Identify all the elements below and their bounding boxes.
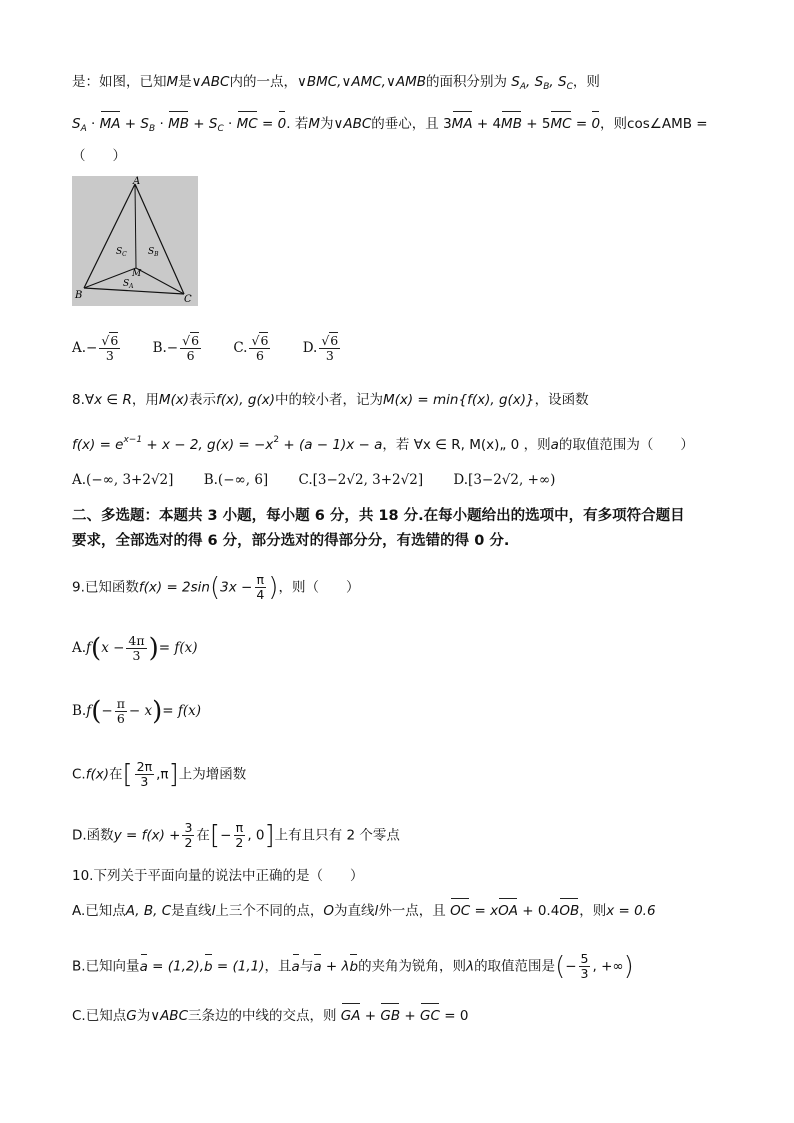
var-M: M [308,116,320,132]
text: 的垂心，且 [371,116,439,132]
triangle-figure [72,176,198,306]
label-C: C [184,294,192,305]
text: 是：如图，已知 [72,74,167,90]
label-SB: $S_B$ [148,247,159,258]
q7-option-b[interactable]: B.− $\frac{√6}{6}$ [152,333,200,363]
text: 的面积分别为 [425,74,507,90]
section2-line2: 要求，全部选对的得 6 分，部分选对的得部分分，有选错的得 0 分. [72,533,510,549]
q10-option-c[interactable]: C.已知点G为∨ABC三条边的中线的交点，则 GA + GB + GC = 0 [72,1008,469,1024]
q7-options [72,334,754,364]
q10-option-a[interactable]: A.已知点A, B, C是直线l上三个不同的点，O为直线l外一点，且 OC = xOA + 0.4OB，则x = 0.6 [72,903,656,919]
area-SA: $S_A$, $S_B$, $S_C$ [511,74,573,92]
label-M: M [132,269,142,279]
label-A: A [133,176,141,187]
cos-expr: cos∠AMB = [627,116,708,132]
label-SA: $S_A$ [123,279,134,290]
label-B: B [75,290,83,301]
triangles: ∨BMC,∨AMC,∨AMB [296,74,426,90]
q9-option-b[interactable]: B.f(− $\frac{\pi}{6}$ − x)= f(x) [72,696,202,727]
section2-line1: 二、多选题：本题共 3 小题，每小题 6 分，共 18 分.在每小题给出的选项中，有多项符合题目 [72,508,685,524]
text: 是 [178,74,192,90]
q8-option-c[interactable]: C.[3−2√2, 3+2√2] [298,472,424,488]
q9-option-c[interactable]: C.f(x)在[ $\frac{2\pi}{3}$ ,π]上为增函数 [72,759,247,790]
q8-option-d[interactable]: D.[3−2√2, +∞) [453,472,556,488]
q7-blank: （ ） [72,148,126,164]
q9-stem: 9.已知函数f(x) = 2sin(3x − $\frac{\pi}{4}$ )，则（ ） [72,572,360,603]
label-SC: $S_C$ [116,247,127,258]
q7-option-a[interactable]: A.− $\frac{√6}{3}$ [72,333,119,363]
q8-options [72,470,754,490]
q10-stem: 10.下列关于平面向量的说法中正确的是（ ） [72,868,364,884]
q7-stem-line2: $S_A$ · MA + $S_B$ · MB + $S_C$ · MC = 0. 若M为∨ABC的垂心，且 3MA + 4MB + 5MC = 0，则cos∠AMB = [72,116,708,134]
q8-option-b[interactable]: B.(−∞, 6] [203,472,269,488]
triangle-ABC: ∨ABC [191,74,230,90]
q9-option-d[interactable]: D.函数y = f(x) + $\frac{3}{2}$ 在[− $\frac{\pi}{2}$ , 0]上有且只有 2 个零点 [72,820,400,851]
q8-option-a[interactable]: A.(−∞, 3+2√2] [72,472,174,488]
text: 为 [319,116,334,132]
text: ，则 [572,74,600,90]
text: 若 [294,116,309,132]
q8-stem-line2: $f(x) = e^{x-1} + x - 2$, $g(x) = -x^2 + (a - 1)x - a$，若 ∀x ∈ R, M(x)„ 0 ，则a的取值范围为（ ） [72,435,694,453]
q7-stem-line1 [72,72,754,97]
triangle-ABC: ∨ABC [333,116,372,132]
q8-stem-line1: 8.∀x ∈ R，用M(x)表示f(x), g(x)中的较小者，记为M(x) = min{f(x), g(x)}，设函数 [72,392,589,408]
q10-option-b[interactable]: B.已知向量a = (1,2),b = (1,1)，且a与a + λb的夹角为锐角，则λ的取值范围是(− $\frac{5}{3}$ , +∞) [72,951,634,982]
text: ，则 [600,116,628,132]
q9-option-a[interactable]: A.f(x − $\frac{4\pi}{3}$ )= f(x) [72,633,198,664]
text: 内的一点， [229,74,297,90]
q7-option-d[interactable]: D. $\frac{√6}{3}$ [302,333,339,363]
q7-option-c[interactable]: C. $\frac{√6}{6}$ [233,333,269,363]
triangle-diagram [72,176,198,306]
var-M: M [166,74,179,90]
